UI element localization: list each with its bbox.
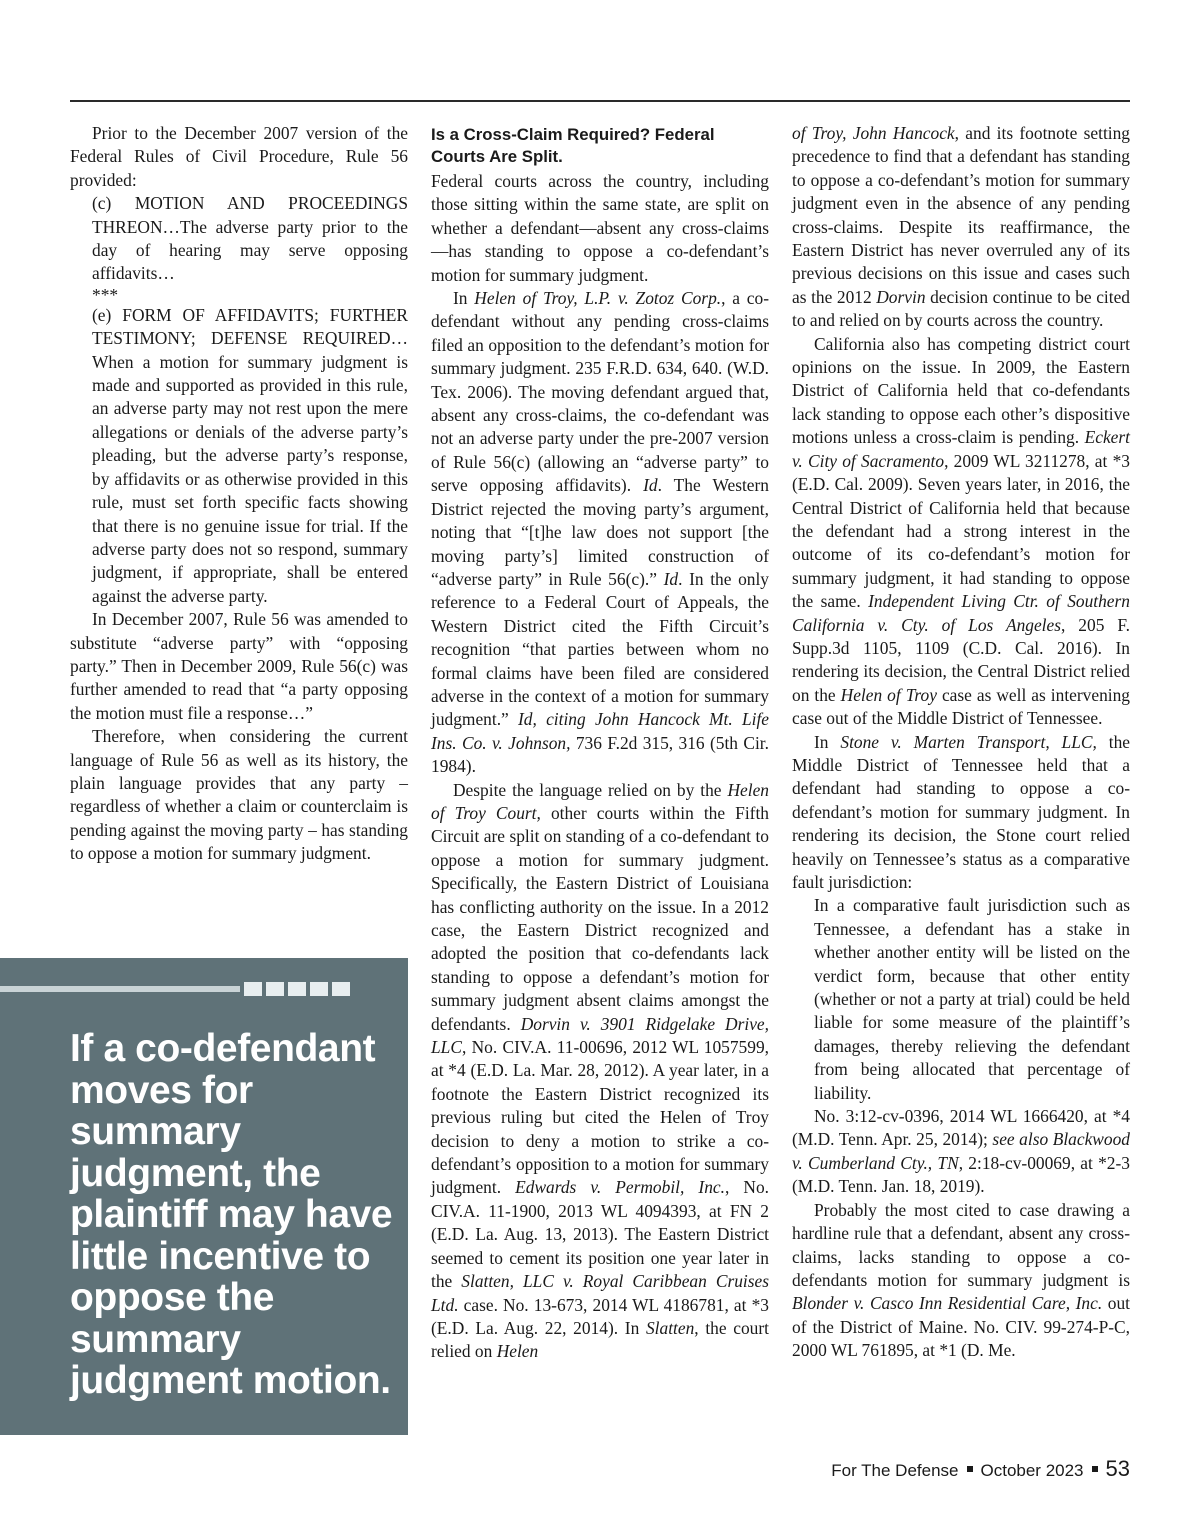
case-name: Id [643, 475, 658, 496]
case-name: Independent Living Ctr. of Southern California v. Cty. of Los Angeles [792, 591, 1130, 635]
case-name: Edwards v. Permobil, Inc. [515, 1177, 725, 1198]
column-3 [792, 122, 1130, 1363]
case-name: see also Blackwood v. Cumberland Cty., TN [792, 1129, 1130, 1173]
text-run: California also has competing district court opinions on the issue. In 2009, the Eastern District of California held that co-defendants lack standing to oppose each other’s dispositive motions unless a cross-claim is pending. [792, 333, 1130, 448]
case-name: Dorvin [876, 286, 926, 307]
ellipsis-stars: *** [92, 284, 119, 305]
text-run: the Middle District of Tennessee held that a defendant had standing to oppose a co-defendant’s motion for summary judgment. In rendering its decision, the Stone court relied heavily on Tennessee’s status as a comparative fault jurisdiction: [792, 731, 1131, 892]
col3-paragraph-2 [792, 333, 1130, 731]
case-name: Slatten, LLC v. Royal Caribbean Cruises Ltd. [431, 1271, 769, 1315]
square-icon [266, 982, 284, 996]
text-run: , 205 F. Supp.3d 1105, 1109 (C.D. Cal. 2016). In rendering its decision, the Central District relied on the [792, 614, 1130, 705]
pull-quote-text: If a co-defendant moves for summary judgment, the plaintiff may have little incentive to oppose the summary judgment motion. [70, 1027, 393, 1402]
text-run: , 2:18-cv-00069, at *2-3 (M.D. Tenn. Jan. 18, 2019). [792, 1152, 1130, 1197]
text-run: , and its footnote setting precedence to find that a defendant has standing to oppose a co-defendant’s motion for summary judgment even in the absence of any pending cross-claims. Despite its reaffirmance, the Eastern District has never overruled any of its previous decisions on this issue and cases such as the 2012 [792, 123, 1131, 307]
text-run: No. 3:12-cv-0396, 2014 WL 1666420, at *4 (M.D. Tenn. Apr. 25, 2014); [792, 1106, 1130, 1150]
section-heading: Is a Cross-Claim Required? Federal Courts Are Split. [431, 125, 715, 166]
col2-paragraph-2 [431, 287, 769, 779]
case-name: Stone v. Marten Transport, LLC, [840, 731, 1097, 752]
square-icon [244, 982, 262, 996]
case-name: Dorvin v. 3901 Ridgelake Drive, LLC [431, 1013, 769, 1058]
text-run: . The Western District rejected the moving party’s argument, noting that “[t]he law does not support [the moving party’s] limited construction of “adverse party” in Rule 56(c).” [431, 475, 769, 589]
col3-paragraph-3 [792, 731, 1130, 895]
case-name: Id, citing John Hancock Mt. Life Ins. Co. v. Johnson, [431, 709, 769, 753]
text-run: other courts within the Fifth Circuit are split on standing of a co-defendant to oppose a motion for summary judgment. Specifically, the Eastern District of Louisiana has conflicting authority on the issue. In a 2012 case, the Eastern District recognized and adopted the position that co-defendants lack standing to oppose a defendant’s motion for summary judgment absent claims amongst the defendants. [431, 802, 769, 1034]
case-name: Helen of Troy, L.P. v. Zotoz Corp. [474, 288, 722, 309]
case-name: Eckert v. City of Sacramento [792, 427, 1130, 471]
text-run: case. No. 13-673, 2014 WL 4186781, at *3 (E.D. La. Aug. 22, 2014). In [431, 1294, 769, 1338]
pull-quote-squares [244, 982, 350, 996]
text-run: In [453, 288, 475, 309]
square-icon [332, 982, 350, 996]
case-name: Blonder v. Casco Inn Residential Care, Inc. [792, 1293, 1103, 1314]
text-run: decision continue to be cited to and relied on by courts across the country. [792, 286, 1130, 331]
col1-paragraph-2: In December 2007, Rule 56 was amended to substitute “adverse party” with “opposing party.” Then in December 2009, Rule 56(c) was further amended to read that “a party opposing the motion must file a response…” [70, 609, 408, 723]
col3-paragraph-1 [792, 122, 1130, 333]
tennessee-quote: In a comparative fault jurisdiction such as Tennessee, a defendant has a stake in whether another entity will be listed on the verdict form, because that other entity (whether or not a party at trial) could be held liable for some measure of the plaintiff’s damages, thereby relieving the defendant from being allocated that percentage of liability. [814, 895, 1130, 1103]
case-name: Id [663, 568, 679, 589]
text-run: In [814, 731, 841, 752]
text-run: , No. CIV.A. 11-1900, 2013 WL 4094393, at FN 2 (E.D. La. Aug. 13, 2013). The Eastern District seemed to cement its position one year later in the [431, 1177, 769, 1292]
bullet-separator [967, 1466, 973, 1472]
case-name: of Troy, John Hancock [792, 123, 955, 143]
case-name: Helen [496, 1341, 539, 1362]
text-run: out of the District of Maine. No. CIV. 99-274-P-C, 2000 WL 761895, at *1 (D. Me. [792, 1293, 1131, 1361]
column-1 [70, 122, 408, 866]
text-run: . In the only reference to a Federal Court of Appeals, the Western District cited the Fifth Circuit’s recognition “that parties between whom no formal claims have been filed are considered adverse in the context of a motion for summary judgment.” [431, 568, 769, 730]
text-run: Probably the most cited to case drawing a hardline rule that a defendant, absent any cross-claims, lacks standing to oppose a co-defendants motion for summary judgment is [792, 1199, 1130, 1290]
col2-paragraph-1: Federal courts across the country, including those sitting within the same state, are split on whether a defendant—absent any cross-claims—has standing to oppose a co-defendant’s motion for summary judgment. [431, 171, 769, 285]
publication-name: For The Defense [831, 1461, 959, 1480]
page-number: 53 [1105, 1456, 1130, 1481]
col1-paragraph-1: Prior to the December 2007 version of the Federal Rules of Civil Procedure, Rule 56 provided: [70, 123, 408, 190]
text-run: , No. CIV.A. 11-00696, 2012 WL 1057599, at *4 (E.D. La. Mar. 28, 2012). A year later, in a footnote the Eastern District recognized its previous ruling but cited the Helen of Troy decision to deny a motion to strike a co-defendant’s opposition to a motion for summary judgment. [431, 1037, 769, 1198]
top-rule [70, 100, 1130, 102]
square-icon [310, 982, 328, 996]
case-name: Helen of Troy [840, 684, 937, 705]
text-run: , the court relied on [431, 1317, 769, 1362]
pull-quote-rule [0, 986, 240, 992]
issue-date: October 2023 [980, 1461, 1084, 1480]
bullet-separator [1092, 1466, 1098, 1472]
rule-quote-c: (c) MOTION AND PROCEEDINGS THREON…The adverse party prior to the day of hearing may serve opposing affidavits… [92, 193, 408, 284]
case-name: Slatten [645, 1317, 695, 1338]
text-run: , 2009 WL 3211278, at *3 (E.D. Cal. 2009). Seven years later, in 2016, the Central District of California held that because the defendant had a strong interest in the outcome of its co-defendant’s motion for summary judgment, it had standing to oppose the same. [792, 450, 1130, 612]
page-footer [831, 1456, 1130, 1482]
col3-paragraph-5 [792, 1199, 1130, 1363]
rule-quote-e: (e) FORM OF AFFIDAVITS; FURTHER TESTIMONY; DEFENSE REQUIRED… When a motion for summary judgment is made and supported as provided in this rule, an adverse party may not rest upon the mere allegations or denials of the adverse party’s pleading, but the adverse party’s response, by affidavits or as otherwise provided in this rule, must set forth specific facts showing that there is no genuine issue for trial. If the adverse party does not so respond, summary judgment, if appropriate, shall be entered against the adverse party. [92, 304, 408, 606]
column-2 [431, 124, 769, 1364]
text-run: case as well as intervening case out of the Middle District of Tennessee. [792, 684, 1130, 729]
text-run: Despite the language relied on by the [453, 779, 728, 800]
text-run: , a co-defendant without any pending cross-claims filed an opposition to the defendant’s motion for summary judgment. 235 F.R.D. 634, 640. (W.D. Tex. 2006). The moving defendant argued that, absent any cross-claims, the co-defendant was not an adverse party under the pre-2007 version of Rule 56(c) (allowing an “adverse party” to serve opposing affidavits). [431, 288, 769, 496]
square-icon [288, 982, 306, 996]
case-name: Helen of Troy Court, [431, 779, 769, 823]
col2-paragraph-3 [431, 779, 769, 1364]
col1-paragraph-3: Therefore, when considering the current language of Rule 56 as well as its history, the plain language provides that any party – regardless of whether a claim or counterclaim is pending against the moving party – has standing to oppose a motion for summary judgment. [70, 726, 408, 864]
col3-paragraph-4 [792, 1105, 1130, 1199]
text-run: 736 F.2d 315, 316 (5th Cir. 1984). [431, 732, 769, 777]
